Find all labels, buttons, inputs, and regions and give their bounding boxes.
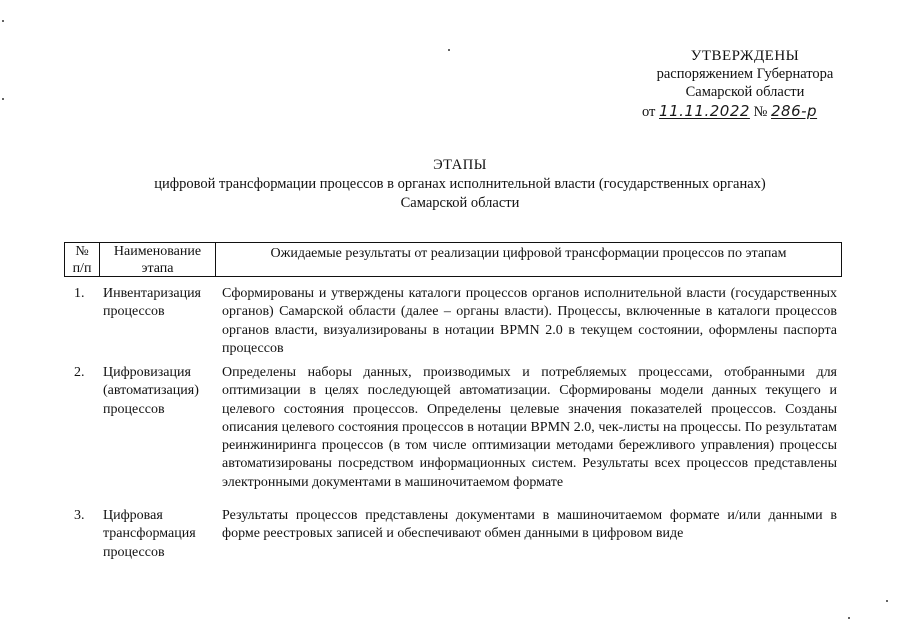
table-header (64, 242, 842, 277)
row-stage-line: процессов (103, 544, 165, 560)
row-stage-line: процессов (103, 304, 165, 320)
row-result: Сформированы и утверждены каталоги процессов органов исполнительной власти (государственных органов) Самарской области (далее – органы власти). Процессы, включенные в каталоги процессов органов власти, визуализированы в нотации BPMN 2.0 в текущем состоянии, оформлены паспорта процессов (222, 286, 837, 356)
row-stage-line: процессов (103, 401, 165, 417)
row-stage-line: Цифровизация (103, 365, 191, 380)
row-stage (103, 507, 221, 562)
header-results-text: Ожидаемые результаты от реализации цифровой трансформации процессов по этапам (270, 246, 787, 261)
scan-speck (2, 98, 4, 100)
date-prefix: от (642, 104, 656, 120)
row-stage-line: трансформация (103, 526, 196, 542)
approval-date-line (600, 102, 890, 121)
header-number-line1: № (75, 244, 89, 259)
header-number-line2: п/п (72, 261, 92, 276)
row-stage-line: Инвентаризация (103, 286, 201, 301)
scan-speck (886, 600, 888, 602)
header-stage-name (100, 243, 216, 276)
document-subtitle-line2: Самарской области (400, 195, 520, 211)
document-title: ЭТАПЫ (433, 157, 487, 173)
document-title-block (110, 156, 810, 213)
handwritten-date: 11.11.2022 (659, 102, 750, 120)
row-number: 1. (74, 286, 85, 301)
header-results (216, 243, 841, 276)
scan-speck (2, 20, 4, 22)
row-result: Результаты процессов представлены документами в машиночитаемом формате и/или данными в форме реестровых записей и обеспечивают обмен данными в цифровом виде (222, 508, 837, 542)
row-number: 3. (74, 508, 85, 523)
handwritten-number: 286-р (771, 102, 818, 120)
header-stage-line2: этапа (141, 261, 174, 276)
approval-region: Самарской области (685, 84, 805, 100)
row-number: 2. (74, 365, 85, 380)
row-stage-line: (автоматизация) (103, 383, 199, 399)
header-number (65, 243, 100, 276)
row-result: Определены наборы данных, производимых и потребляемых процессами, отобранными для оптимизации в целях последующей автоматизации. Сформированы модели данных текущего и целевого состояния процессов. Определены целевые значения показателей процессов. Созданы описания целевого состояния процессов в нотации BPMN 2.0, чек-листы на процессы. По результатам реинжиниринга процессов (в том числе оптимизации методами бережливого управления) процессы автоматизированы посредством информационных систем. Результаты всех процессов представлены электронными документами в машиночитаемом формате (222, 365, 837, 490)
number-sign: № (753, 104, 768, 120)
document-subtitle-line1: цифровой трансформации процессов в органах исполнительной власти (государственных органах) (154, 176, 766, 192)
approved-heading: УТВЕРЖДЕНЫ (690, 48, 800, 64)
scan-speck (848, 617, 850, 619)
row-stage-line: Цифровая (103, 508, 163, 523)
row-stage (103, 285, 221, 322)
scan-speck (448, 49, 450, 51)
row-stage (103, 364, 221, 419)
approval-authority: распоряжением Губернатора (656, 66, 834, 82)
approval-stamp-block (600, 47, 890, 121)
header-stage-line1: Наименование (113, 244, 202, 259)
